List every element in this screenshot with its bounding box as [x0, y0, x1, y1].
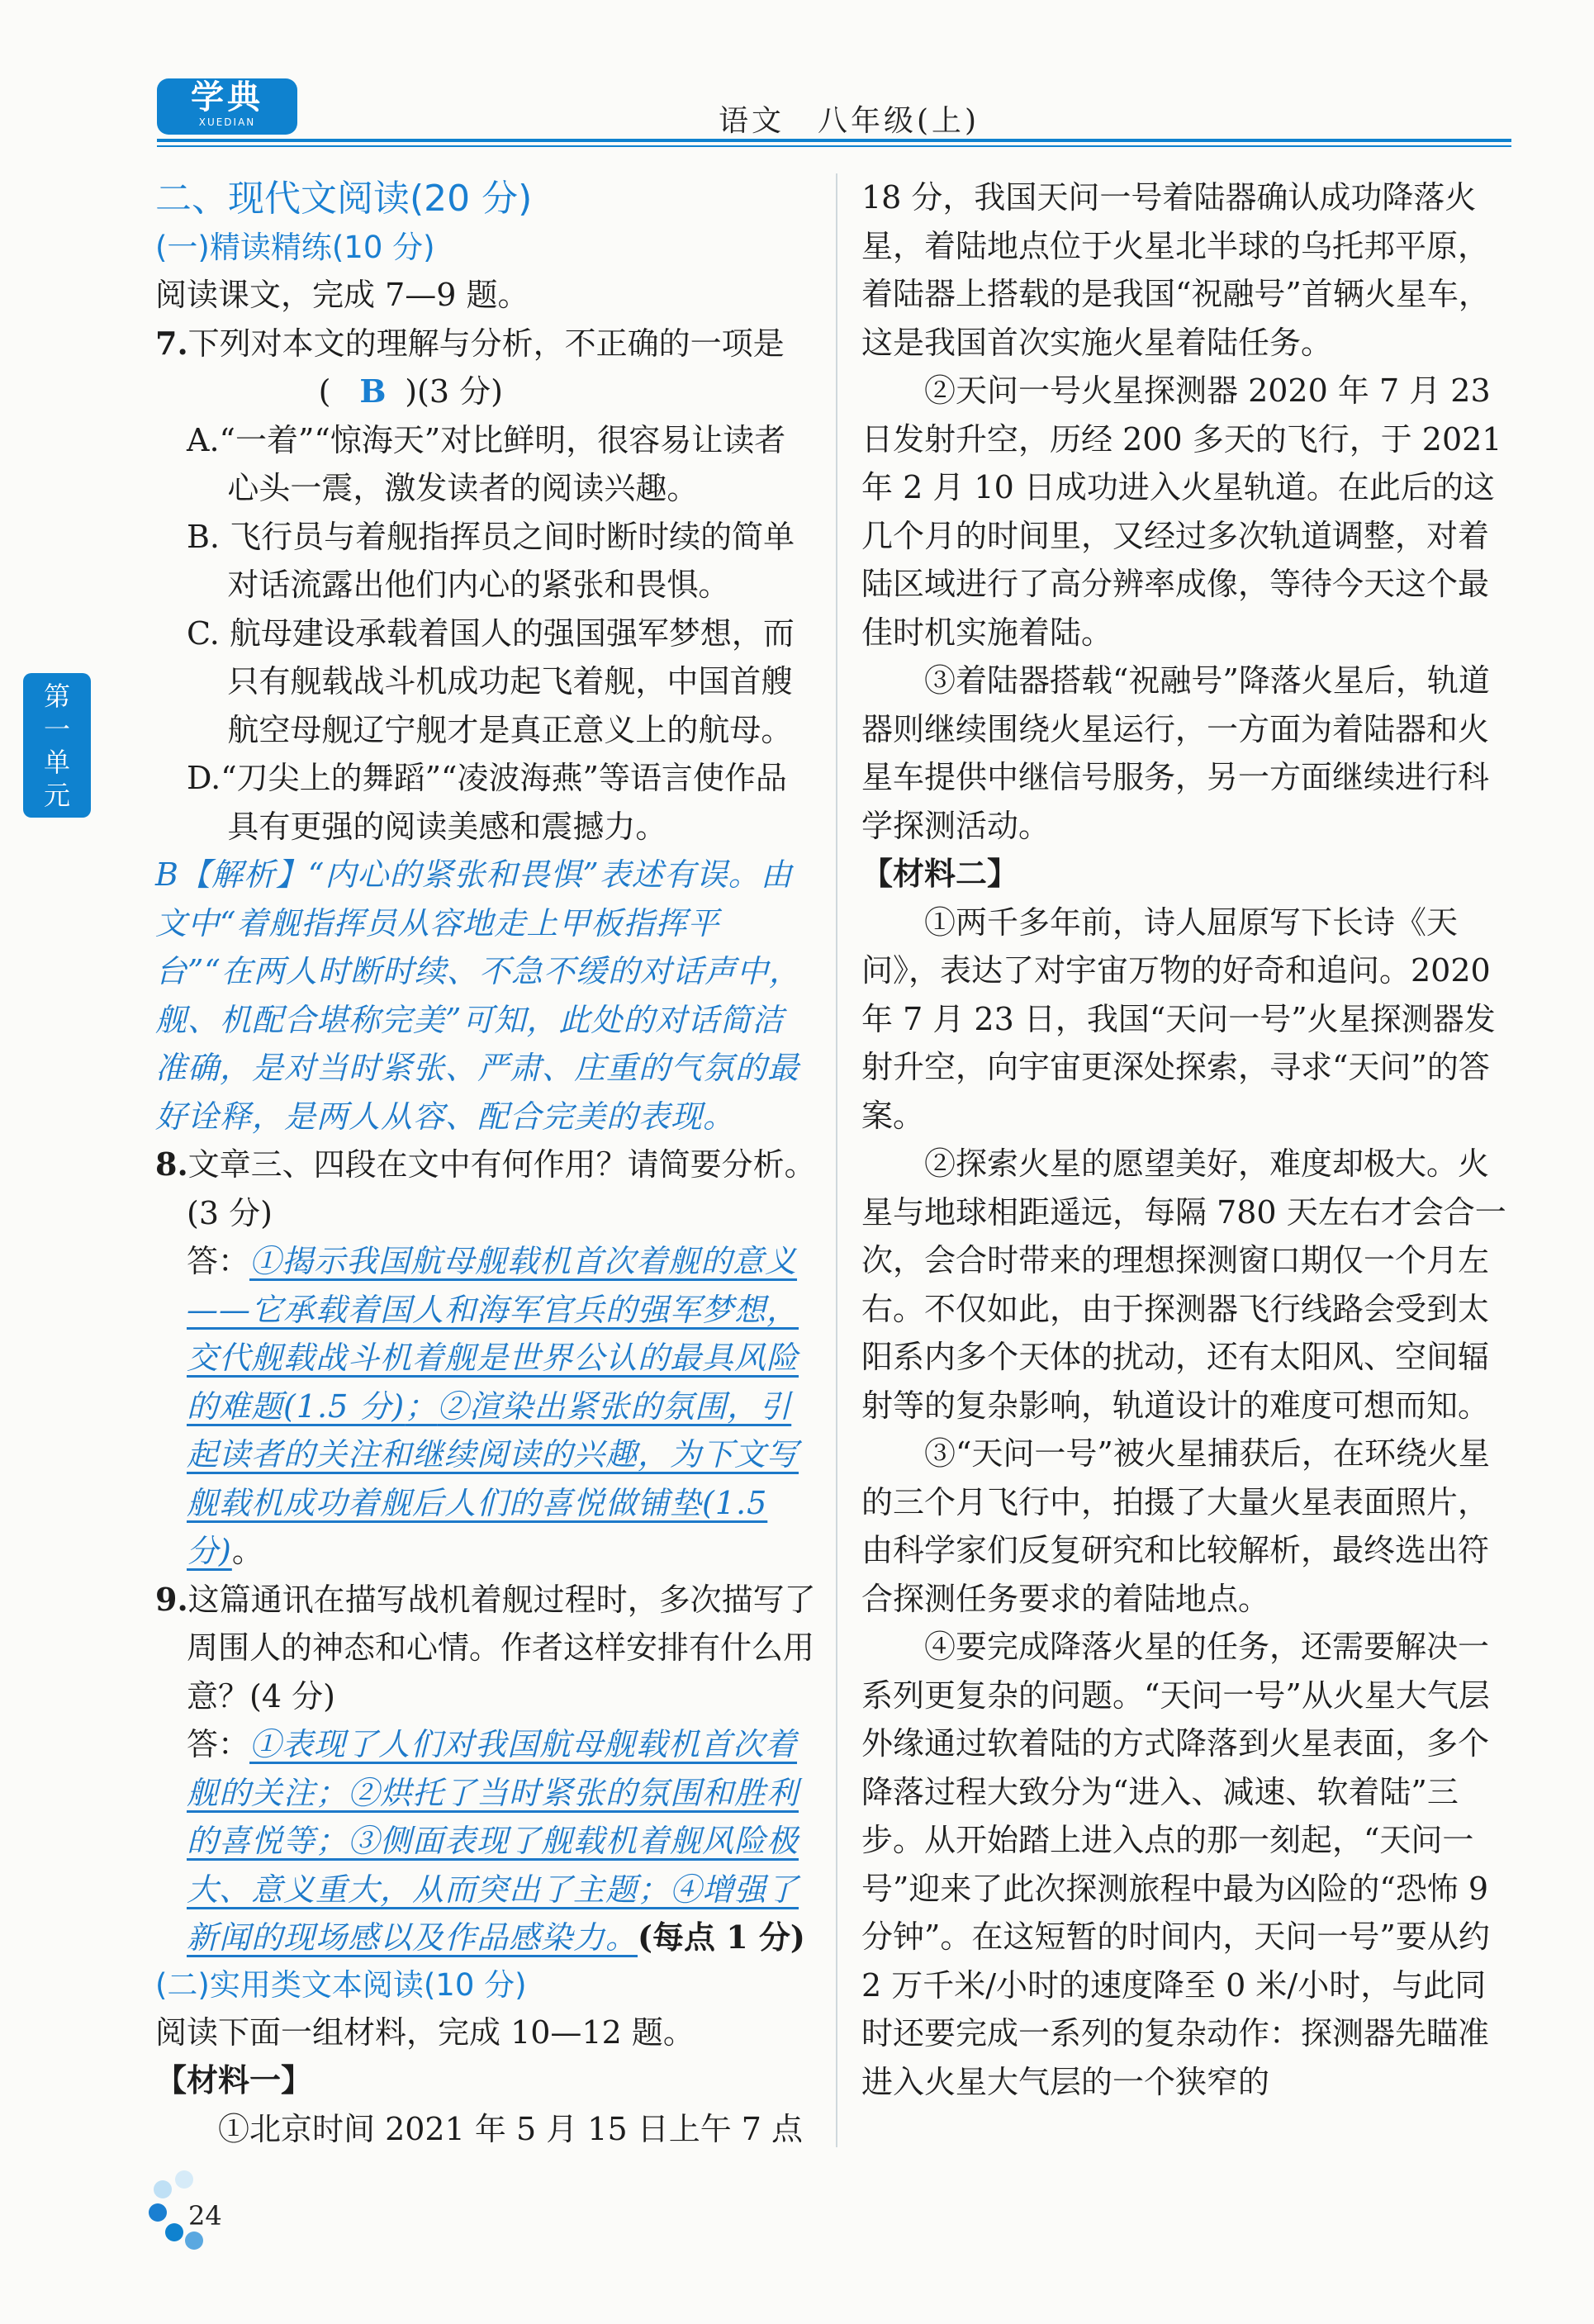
page-number: 24: [188, 2200, 222, 2232]
material-2-paragraph-4: ④要完成降落火星的任务，还需要解决一系列更复杂的问题。“天问一号”从火星大气层外缘通过软着陆的方式降落到火星表面，多个降落过程大致分为“进入、减速、软着陆”三步。从开始踏上进入点的那一刻起，“天问一号”迎来了此次探测旅程中最为凶险的“恐怖 9 分钟”。在这短暂的时间内，天问一号”要从约 2 万千米/小时的速度降至 0 米/小时，与此同时还要完成一系列的复杂动作：探测器先瞄准进入火星大气层的一个狭窄的: [861, 1629, 1490, 2100]
question-number: 7.: [155, 324, 188, 362]
answer-score: (每点 1 分): [638, 1918, 805, 1956]
material-1-paragraph-3: ③着陆器搭载“祝融号”降落火星后，轨道器则继续围绕火星运行，一方面为着陆器和火星车提供中继信号服务，另一方面继续进行科学探测活动。: [861, 662, 1490, 844]
logo-chinese: 学典: [191, 78, 263, 116]
decor-dot-icon: [149, 2203, 167, 2222]
subsection-intro-2: 阅读下面一组材料，完成 10—12 题。: [155, 2013, 695, 2051]
subsection-intro-1: 阅读课文，完成 7—9 题。: [155, 277, 529, 313]
side-tab-char: 元: [43, 780, 70, 811]
question-number: 9.: [155, 1580, 188, 1618]
answer-score: (1.5 分): [283, 1387, 406, 1425]
option-d: D.“刀尖上的舞蹈”“凌波海燕”等语言使作品具有更强的阅读美感和震撼力。: [187, 760, 787, 845]
section-title: 二、现代文阅读(20 分): [155, 178, 533, 220]
answer-score: (1.5 分): [187, 1484, 768, 1569]
header-rule-thin: [157, 145, 1511, 147]
material-2-paragraph-1: ①两千多年前，诗人屈原写下长诗《天问》，表达了对宇宙万物的好奇和追问。2020 年 7 月 23 日，我国“天问一号”火星探测器发射升空，向宇宙更深处探索，寻求“天问”的答案。: [861, 904, 1496, 1134]
question-stem: 文章三、四段在文中有何作用？请简要分析。(3 分): [187, 1146, 816, 1231]
option-c: C. 航母建设承载着国人的强国强军梦想，而只有舰载战斗机成功起飞着舰，中国首艘航空母舰辽宁舰才是真正意义上的航母。: [187, 614, 795, 748]
question-stem: 这篇通讯在描写战机着舰过程时，多次描写了周围人的神态和心情。作者这样安排有什么用意？(4 分): [187, 1581, 816, 1715]
option-b: B. 飞行员与着舰指挥员之间时断时续的简单对话流露出他们内心的紧张和畏惧。: [187, 518, 795, 603]
material-1-paragraph-1-start: ①北京时间 2021 年 5 月 15 日上午 7 点: [218, 2110, 804, 2147]
decor-dot-icon: [154, 2180, 172, 2198]
subsection-title-2: (二)实用类文本阅读(10 分): [155, 1966, 527, 2003]
unit-side-tab: [23, 673, 91, 818]
answer-paren-open: (: [318, 373, 331, 410]
option-a: A.“一着”“惊海天”对比鲜明，很容易让读者心头一震，激发读者的阅读兴趣。: [187, 421, 786, 506]
decor-dot-icon: [185, 2232, 203, 2250]
side-tab-char: 单: [43, 747, 70, 778]
column-divider: [836, 173, 837, 2147]
material-2-label: 【材料二】: [861, 856, 1019, 892]
question-8: [155, 1141, 816, 1237]
question-7: [155, 320, 816, 416]
answer-8: [155, 1237, 816, 1576]
material-2-paragraph-2: ②探索火星的愿望美好，难度却极大。火星与地球相距遥远，每隔 780 天左右才会合一次，会合时带来的理想探测窗口期仅一个月左右。不仅如此，由于探测器飞行线路会受到太阳系内多个天体的扰动，还有太阳风、空间辐射等的复杂影响，轨道设计的难度可想而知。: [861, 1145, 1506, 1424]
publisher-logo: [157, 78, 297, 135]
question-9: [155, 1576, 816, 1721]
material-1-label: 【材料一】: [155, 2062, 313, 2099]
header-rule: [157, 139, 1511, 142]
side-tab-char: 一: [43, 714, 70, 745]
answer-9: [155, 1720, 816, 1962]
question-number: 8.: [155, 1145, 188, 1183]
material-1-paragraph-1-cont: 18 分，我国天问一号着陆器确认成功降落火星，着陆地点位于火星北半球的乌托邦平原，着陆器上搭载的是我国“祝融号”首辆火星车，这是我国首次实施火星着陆任务。: [861, 179, 1490, 361]
logo-english: XUEDIAN: [198, 116, 256, 128]
answer-prefix: 答：: [187, 1726, 250, 1762]
answer-text: ②渲染出紧张的氛围，引起读者的关注和继续阅读的兴趣，为下文写舰载机成功着舰后人们的喜悦做铺垫: [187, 1387, 799, 1521]
answer-key: B: [359, 372, 387, 410]
answer-text: ①表现了人们对我国航母舰载机首次着舰的关注；②烘托了当时紧张的氛围和胜利的喜悦等；③侧面表现了舰载机着舰风险极大、意义重大，从而突出了主题；④增强了新闻的现场感以及作品感染力。: [187, 1726, 799, 1956]
answer-end: 。: [231, 1533, 263, 1569]
header-title: 语文 八年级(上): [719, 104, 980, 138]
decor-dot-icon: [165, 2223, 183, 2241]
subsection-title-1: (一)精读精练(10 分): [155, 230, 435, 265]
answer-text: ①揭示我国航母舰载机首次着舰的意义——它承载着国人和海军官兵的强军梦想，交代舰载战斗机着舰是世界公认的最具风险的难题: [187, 1243, 799, 1425]
answer-prefix: 答：: [187, 1243, 250, 1279]
analysis: B【解析】“内心的紧张和畏惧”表述有误。由文中“着舰指挥员从容地走上甲板指挥平台”“在两人时断时续、不急不缓的对话声中，舰、机配合堪称完美”可知，此处的对话简洁准确，是对当时紧张、严肃、庄重的气氛的最好诠释，是两人从容、配合完美的表现。: [155, 856, 801, 1135]
answer-separator: ；: [405, 1387, 438, 1425]
question-stem: 下列对本文的理解与分析，不正确的一项是: [187, 325, 785, 362]
left-column: [155, 173, 816, 2153]
right-column: [861, 173, 1514, 2106]
decor-dot-icon: [175, 2170, 193, 2189]
side-tab-char: 第: [43, 681, 70, 712]
material-2-paragraph-3: ③“天问一号”被火星捕获后，在环绕火星的三个月飞行中，拍摄了大量火星表面照片，由科学家们反复研究和比较解析，最终选出符合探测任务要求的着陆地点。: [861, 1435, 1490, 1617]
answer-paren-close: )(3 分): [405, 373, 503, 410]
material-1-paragraph-2: ②天问一号火星探测器 2020 年 7 月 23 日发射升空，历经 200 多天的飞行，于 2021 年 2 月 10 日成功进入火星轨道。在此后的这几个月的时间里，又经过多次轨道调整，对着陆区域进行了高分辨率成像，等待今天这个最佳时机实施着陆。: [861, 372, 1502, 651]
